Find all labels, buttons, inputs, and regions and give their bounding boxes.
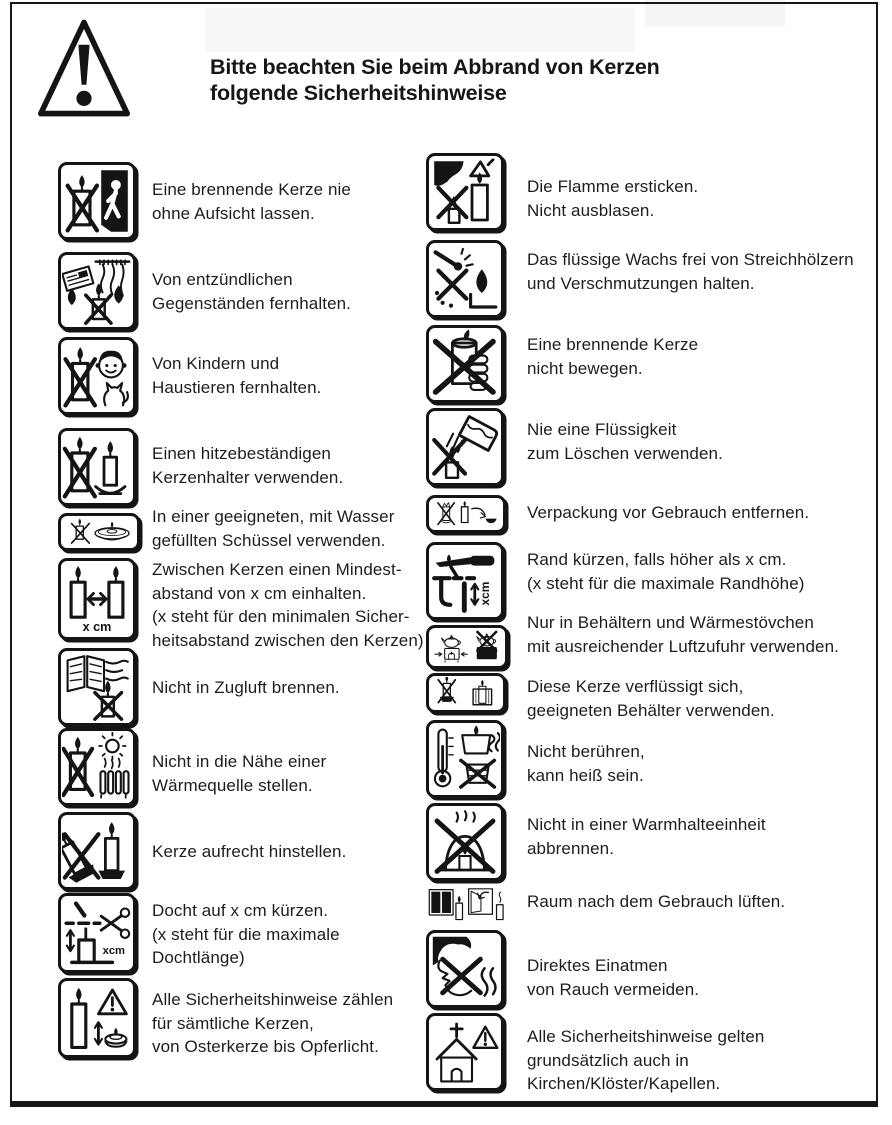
no-smoke-inhale-icon — [426, 930, 504, 1008]
trim-rim-icon — [426, 542, 504, 620]
heatproof-holder-icon — [58, 428, 136, 506]
safety-text-line: Docht auf x cm kürzen. — [152, 901, 329, 920]
upright-icon — [58, 812, 136, 890]
safety-text-line: und Verschmutzungen halten. — [527, 273, 755, 293]
smother-flame-icon — [426, 153, 504, 231]
no-liquid-extinguish-icon — [426, 408, 504, 486]
safety-text-line: Alle Sicherheitshinweise gelten — [527, 1027, 765, 1046]
svg-text:xcm: xcm — [477, 581, 492, 606]
safety-text-line: Rand kürzen, falls höher als x cm. — [527, 550, 787, 569]
safety-text-line: (x steht für die maximale — [152, 924, 340, 944]
safety-text-line: Kirchen/Klöster/Kapellen. — [527, 1074, 721, 1093]
safety-text-line: für sämtliche Kerzen, — [152, 1013, 314, 1033]
safety-item-text — [527, 954, 699, 1001]
safety-text-line: nicht bewegen. — [527, 358, 643, 378]
safety-item-text — [152, 268, 351, 315]
safety-item-text — [527, 501, 809, 525]
safety-item-text — [152, 676, 340, 700]
scan-artifact — [645, 0, 785, 26]
dont-touch-hot-icon — [426, 720, 504, 798]
page-title-line1: Bitte beachten Sie beim Abbrand von Kerzen — [210, 55, 660, 79]
safety-text-line: Nicht ausblasen. — [527, 200, 655, 220]
safety-text-line: Direktes Einatmen — [527, 956, 668, 975]
safety-item-text — [527, 248, 854, 295]
safety-text-line: Das flüssige Wachs frei von Streichhölzern — [527, 250, 854, 269]
safety-item-text — [152, 178, 351, 225]
churches-icon — [426, 1013, 504, 1091]
warning-triangle-icon — [36, 16, 132, 130]
safety-item-text — [527, 333, 698, 380]
container-airflow-icon — [426, 625, 508, 669]
children-pets-icon — [58, 337, 136, 415]
trim-wick-icon — [58, 893, 136, 973]
safety-text-line: mit ausreichender Luftzufuhr verwenden. — [527, 636, 839, 656]
safety-text-line: heitsabstand zwischen den Kerzen) — [152, 630, 424, 650]
page-title-line2: folgende Sicherheitshinweise — [210, 81, 507, 105]
safety-text-line: Die Flamme ersticken. — [527, 177, 699, 196]
no-heat-source-icon — [58, 728, 136, 806]
safety-item-text — [152, 899, 340, 970]
clean-wax-icon — [426, 240, 504, 318]
svg-text:xcm: xcm — [102, 945, 126, 957]
safety-text-line: Einen hitzebeständigen — [152, 444, 331, 463]
safety-text-line: Wärmequelle stellen. — [152, 775, 313, 795]
flammable-objects-icon — [58, 252, 136, 330]
safety-text-line: Von Kindern und — [152, 354, 280, 373]
safety-text-line: geeigneten Behälter verwenden. — [527, 700, 775, 720]
safety-text-line: Haustieren fernhalten. — [152, 377, 322, 397]
safety-text-line: Nur in Behältern und Wärmestövchen — [527, 613, 814, 632]
safety-text-line: Nie eine Flüssigkeit — [527, 420, 677, 439]
safety-text-line: Diese Kerze verflüssigt sich, — [527, 677, 744, 696]
candle-distance-icon — [58, 558, 136, 640]
safety-item-text — [152, 988, 393, 1059]
safety-text-line: Nicht in einer Warmhalteeinheit — [527, 815, 766, 834]
safety-text-line: Kerzenhalter verwenden. — [152, 467, 344, 487]
no-draft-icon — [58, 648, 136, 726]
safety-text-line: Raum nach dem Gebrauch lüften. — [527, 892, 786, 911]
safety-text-line: Eine brennende Kerze nie — [152, 180, 351, 199]
safety-text-line: Zwischen Kerzen einen Mindest- — [152, 560, 402, 579]
safety-text-line: abbrennen. — [527, 838, 615, 858]
safety-text-line: Dochtlänge) — [152, 948, 245, 967]
liquefying-candle-icon — [426, 673, 506, 713]
safety-text-line: Eine brennende Kerze — [527, 335, 699, 354]
water-bowl-icon — [58, 513, 140, 551]
no-warming-unit-icon — [426, 803, 504, 881]
safety-item-text — [152, 352, 321, 399]
safety-item-text — [152, 840, 346, 864]
safety-item-text — [527, 813, 766, 860]
page-title — [210, 54, 660, 106]
safety-item-text — [152, 442, 343, 489]
safety-item-text — [527, 1025, 764, 1096]
safety-text-line: Nicht in die Nähe einer — [152, 752, 327, 771]
safety-text-line: (x steht für die maximale Randhöhe) — [527, 573, 805, 593]
safety-text-line: In einer geeigneten, mit Wasser — [152, 507, 395, 526]
safety-text-line: kann heiß sein. — [527, 765, 644, 785]
remove-packaging-icon — [426, 495, 506, 533]
safety-text-line: Verpackung vor Gebrauch entfernen. — [527, 503, 810, 522]
safety-text-line: Alle Sicherheitshinweise zählen — [152, 990, 394, 1009]
safety-item-text — [152, 505, 394, 552]
safety-text-line: Nicht berühren, — [527, 742, 645, 761]
safety-text-line: von Osterkerze bis Opferlicht. — [152, 1037, 379, 1056]
safety-text-line: von Rauch vermeiden. — [527, 979, 700, 999]
safety-text-line: Nicht in Zugluft brennen. — [152, 678, 340, 697]
safety-text-line: grundsätzlich auch in — [527, 1050, 689, 1070]
safety-item-text — [527, 418, 723, 465]
safety-item-text — [527, 890, 785, 914]
safety-item-text — [527, 548, 805, 595]
safety-text-line: gefüllten Schüssel verwenden. — [152, 530, 386, 550]
svg-text:x cm: x cm — [82, 620, 112, 635]
safety-text-line: Von entzündlichen — [152, 270, 293, 289]
safety-item-text — [527, 175, 698, 222]
ventilate-room-icon — [426, 886, 508, 924]
safety-text-line: Gegenständen fernhalten. — [152, 293, 351, 313]
scan-artifact — [205, 8, 635, 52]
safety-item-text — [152, 750, 326, 797]
safety-text-line: ohne Aufsicht lassen. — [152, 203, 315, 223]
safety-text-line: Kerze aufrecht hinstellen. — [152, 842, 347, 861]
safety-item-text — [527, 675, 775, 722]
candle-unattended-icon — [58, 162, 136, 240]
safety-text-line: abstand von x cm einhalten. — [152, 583, 367, 603]
safety-item-text — [152, 558, 424, 652]
safety-item-text — [527, 611, 839, 658]
safety-text-line: (x steht für den minimalen Sicher- — [152, 607, 410, 626]
dont-move-burning-icon — [426, 325, 504, 403]
all-candle-types-icon — [58, 978, 136, 1058]
safety-item-text — [527, 740, 645, 787]
safety-text-line: zum Löschen verwenden. — [527, 443, 723, 463]
